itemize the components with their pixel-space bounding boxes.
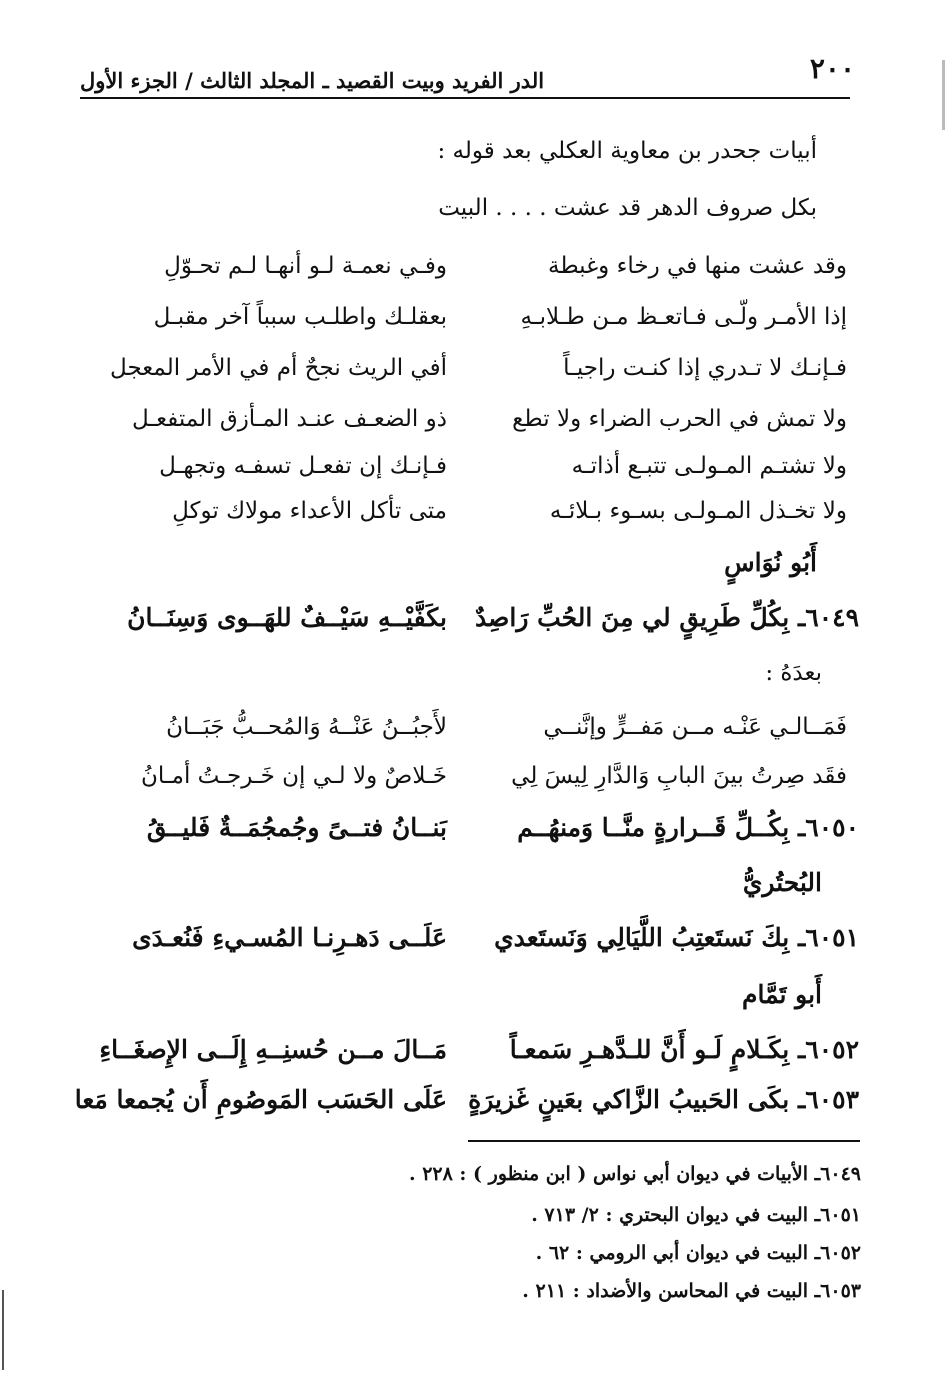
verse-a2-right: إذا الأمـر ولّـى فـاتعـظ مـن طـلابـهِ <box>520 304 847 330</box>
verse-b2-left: خَـلاصٌ ولا لـي إن خَـرجـتُ أمـانُ <box>141 763 447 789</box>
verse-a6-left: متى تأكل الأعداء مولاك توكلِ <box>172 498 447 524</box>
verse-a1-left: وفـي نعمـة لـو أنهـا لـم تحـوّلِ <box>164 253 447 279</box>
verse-6049-left: بكَفَّيْــهِ سَيْــفٌ للهَــوى وَسِنَــانُ <box>127 603 447 632</box>
page-number: ٢٠٠ <box>809 52 855 85</box>
verse-6053-right: ٦٠٥٣ـ بكَى الحَبيبُ الزَّاكي بعَينٍ غَزيرَةٍ <box>468 1085 859 1114</box>
verse-6052-right: ٦٠٥٢ـ بِكَـلامٍ لَـو أَنَّ للـدَّهـرِ سَمعـاً <box>509 1035 859 1064</box>
intro-line-2: بكل صروف الدهر قد عشت . . . . البيت <box>438 195 817 221</box>
scan-edge-mark <box>942 60 945 130</box>
verse-a5-left: فـإنـك إن تفعـل تسفـه وتجهـل <box>159 453 447 479</box>
verse-6053-left: عَلَى الحَسَب المَوصُومِ أَن يُجمعا مَعا <box>74 1085 447 1114</box>
verse-a3-right: فـإنـك لا تـدري إذا كنـت راجيـاً <box>563 355 847 381</box>
verse-a5-right: ولا تشتـم المـولـى تتبـع أذاتـه <box>571 453 847 479</box>
scan-margin-mark <box>2 1290 4 1370</box>
verse-b1-left: لأَجبُــنُ عَنْــهُ وَالمُحــبُّ جَبَــانُ <box>166 714 447 740</box>
verse-6051-left: عَلَــى دَهـرِنـا المُسـيءِ فَنُعـدَى <box>132 923 447 952</box>
verse-a3-left: أفي الريث نجحٌ أم في الأمر المعجل <box>110 355 447 381</box>
verse-6050-right: ٦٠٥٠ـ بِكُــلِّ قَــرارةٍ منَّــا وَمنهُــم <box>517 813 859 842</box>
verse-6051-right: ٦٠٥١ـ بِكَ نَستَعتِبُ اللَّيَالِي وَنَستَعدي <box>494 923 859 952</box>
header-rule <box>80 97 850 99</box>
verse-6052-left: مَــالَ مــن حُسنِــهِ إِلَــى الإِصغَــاءِ <box>99 1035 447 1064</box>
after-label: بعدَهُ : <box>765 660 822 686</box>
verse-a4-right: ولا تمش في الحرب الضراء ولا تطع <box>512 406 847 432</box>
footnote-6049: ٦٠٤٩ـ الأبيات في ديوان أبي نواس ( ابن منظور ) : ٢٢٨ . <box>408 1163 861 1185</box>
poet-heading-abu-nuwas: أَبُو نُوَاسٍ <box>724 548 817 577</box>
verse-a2-left: بعقلـك واطلـب سبباً آخر مقبـل <box>153 304 447 330</box>
poet-heading-buhturi: البُحتُريُّ <box>742 868 822 897</box>
footnote-6052: ٦٠٥٢ـ البيت في ديوان أبي الرومي : ٦٢ . <box>535 1242 861 1264</box>
verse-6050-left: بَنــانُ فتــىً وجُمجُمَــةٌ فَليــقُ <box>146 813 447 842</box>
poet-heading-abu-tammam: أَبو تَمَّام <box>741 980 822 1009</box>
running-title: الدر الفريد وبيت القصيد ـ المجلد الثالث / الجزء الأول <box>80 68 545 93</box>
footnote-rule <box>468 1140 860 1142</box>
footnote-6051: ٦٠٥١ـ البيت في ديوان البحتري : ٢/ ٧١٣ . <box>531 1204 861 1226</box>
verse-a1-right: وقد عشت منها في رخاء وغبطة <box>547 253 847 279</box>
verse-a4-left: ذو الضعـف عنـد المـأزق المتفعـل <box>132 406 447 432</box>
verse-a6-right: ولا تخـذل المـولـى بسـوء بـلائـه <box>549 498 847 524</box>
footnote-6053: ٦٠٥٣ـ البيت في المحاسن والأضداد : ٢١١ . <box>522 1280 861 1302</box>
verse-b2-right: فقَد صِرتُ بينَ البابِ وَالدَّارِ لِيسَ لِي <box>511 763 847 789</box>
verse-b1-right: فَمَــالـي عَنْـه مــن مَفــرٍّ وإنَّنــي <box>543 714 847 740</box>
verse-6049-right: ٦٠٤٩ـ بِكُلِّ طَرِيقٍ لي مِنَ الحُبِّ رَاصِدٌ <box>475 603 859 632</box>
intro-line-1: أبيات جحدر بن معاوية العكلي بعد قوله : <box>437 138 817 164</box>
